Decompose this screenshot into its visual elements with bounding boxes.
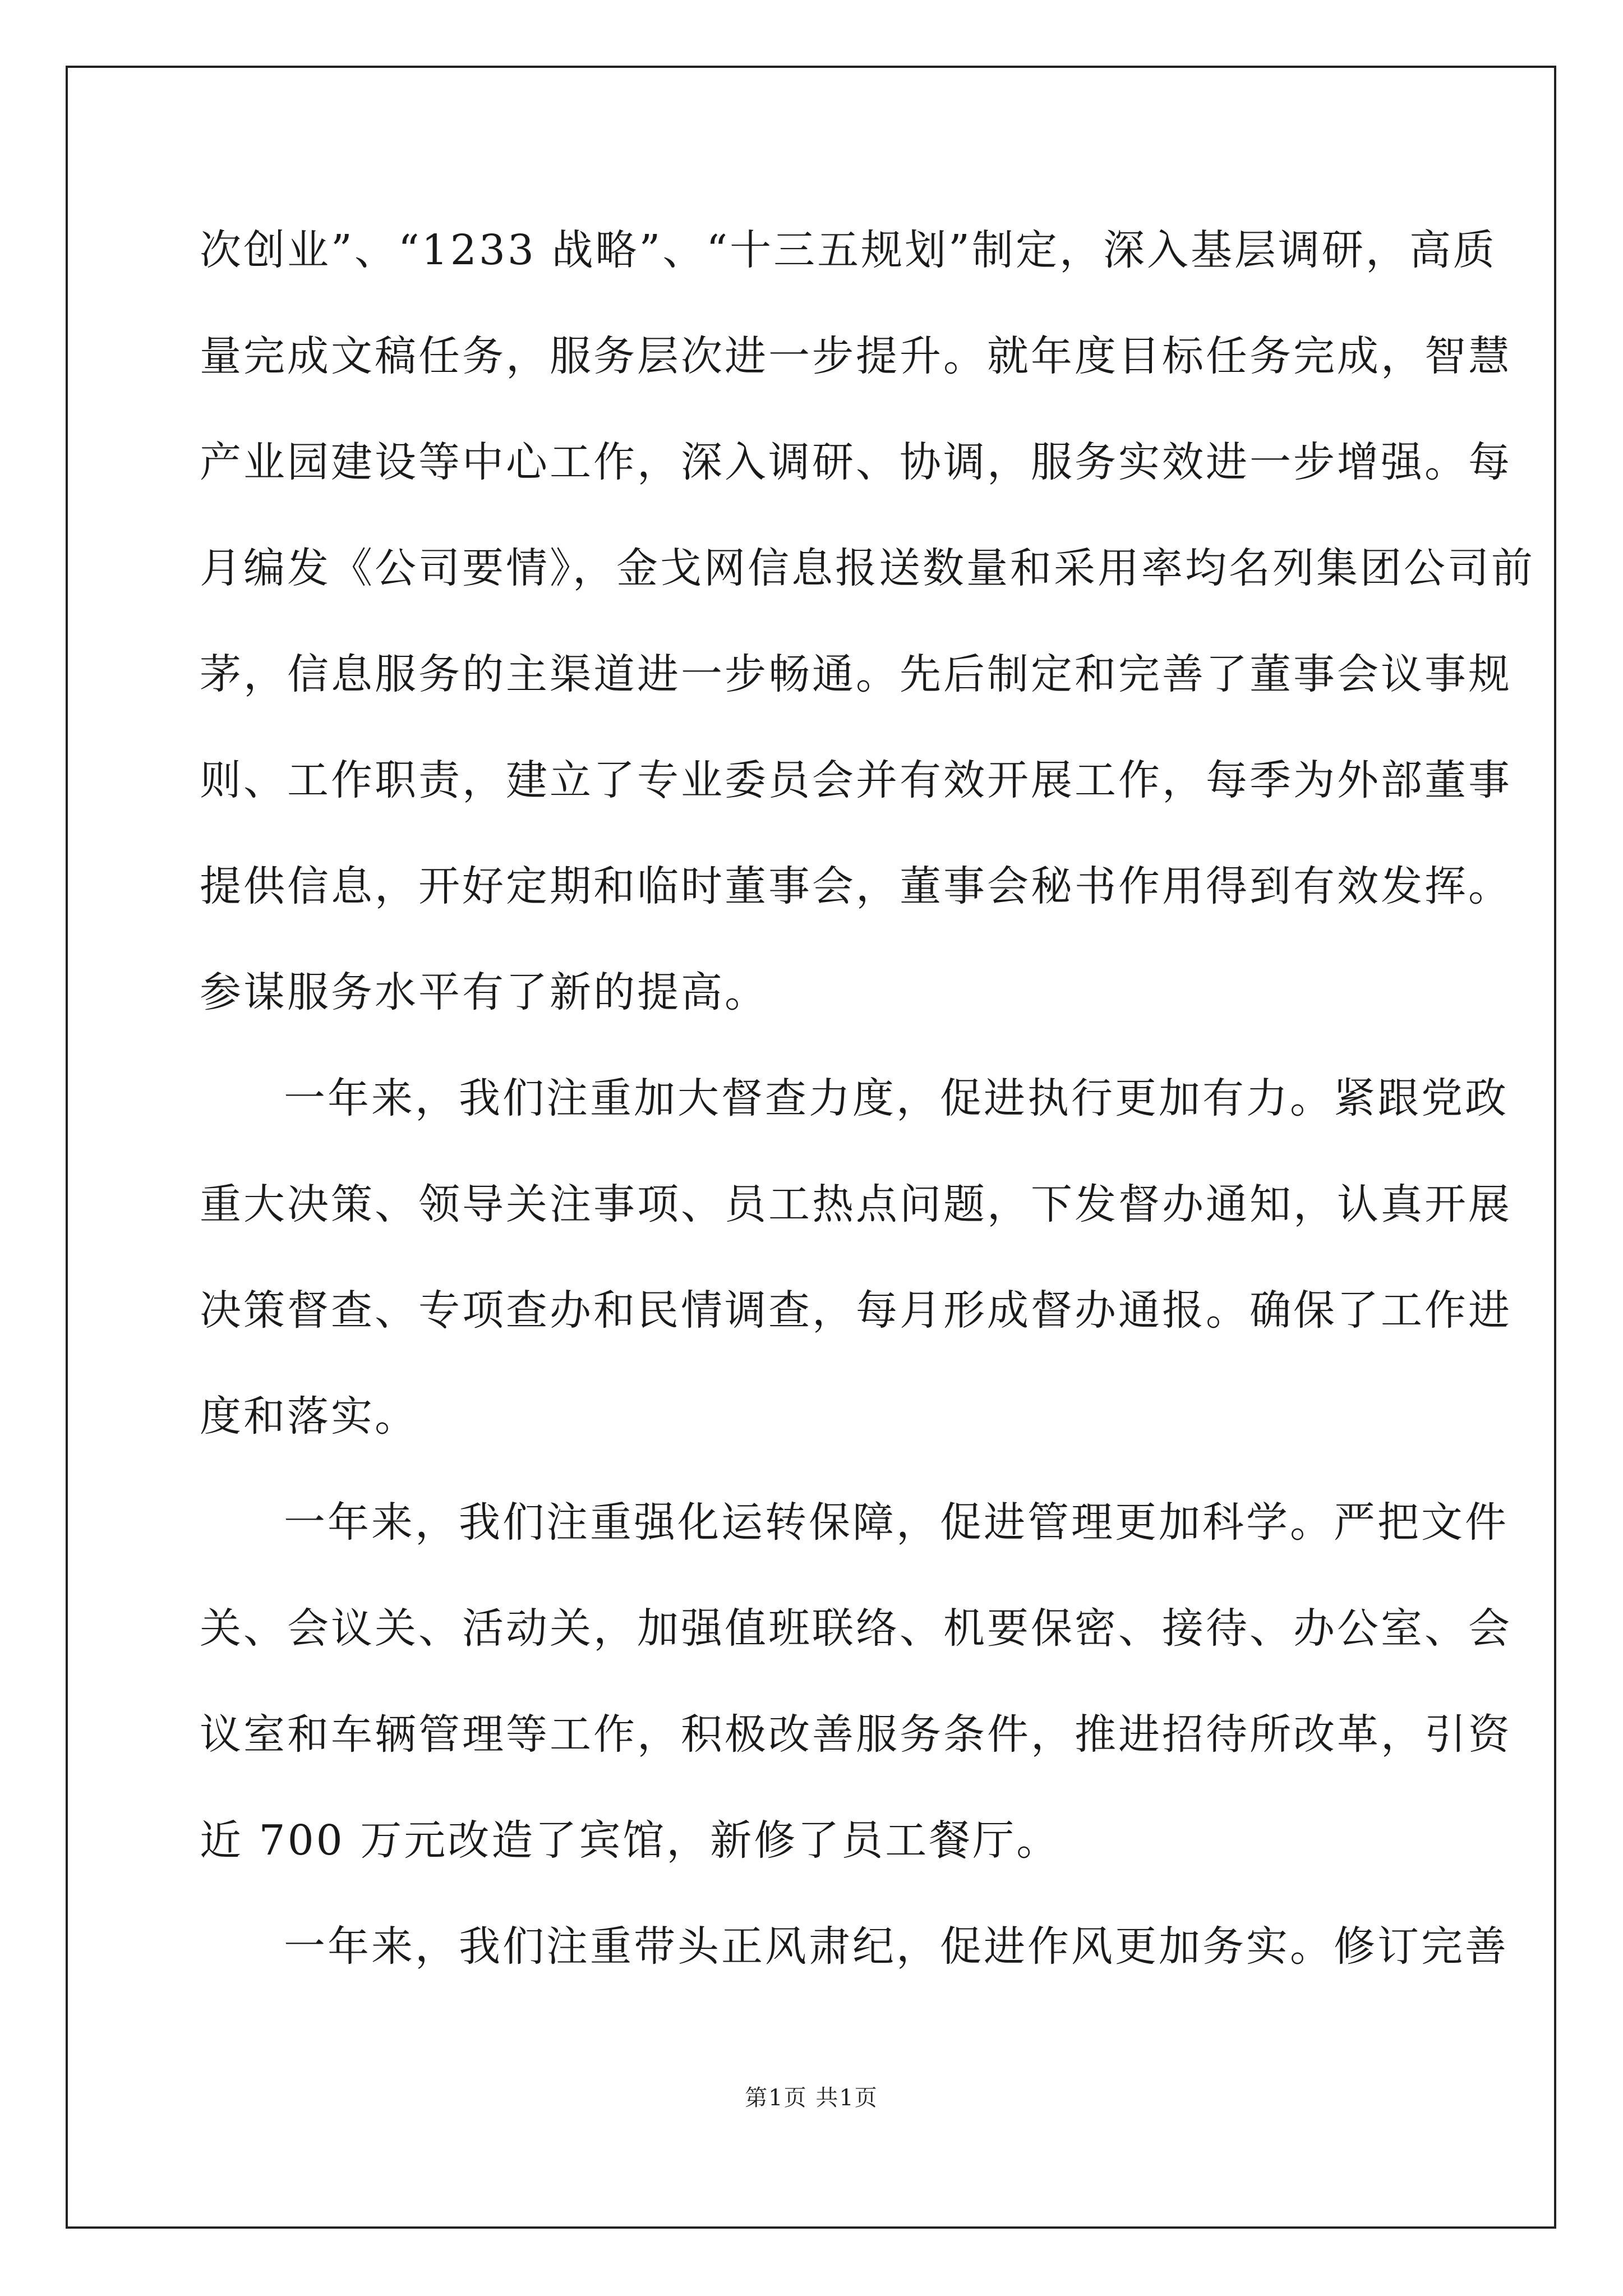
- paragraph-first-line: 一年来，我们注重加大督查力度，促进执行更加有力。紧跟党政: [284, 1074, 1509, 1122]
- text-line: 月编发《公司要情》，金戈网信息报送数量和采用率均名列集团公司前: [200, 544, 1535, 592]
- text-line: 提供信息，开好定期和临时董事会，董事会秘书作用得到有效发挥。: [200, 862, 1512, 910]
- text-line: 产业园建设等中心工作，深入调研、协调，服务实效进一步增强。每: [200, 438, 1512, 486]
- text-line: 决策督查、专项查办和民情调查，每月形成督办通报。确保了工作进: [200, 1286, 1512, 1335]
- document-body: [200, 197, 1535, 2000]
- text-line: 量完成文稿任务，服务层次进一步提升。就年度目标任务完成，智慧: [200, 332, 1512, 380]
- text-line: 茅，信息服务的主渠道进一步畅通。先后制定和完善了董事会议事规: [200, 650, 1512, 698]
- paragraph-first-line: 一年来，我们注重带头正风肃纪，促进作风更加务实。修订完善: [284, 1922, 1509, 1971]
- page-number-footer: 第1页 共1页: [745, 2085, 878, 2111]
- text-line: 关、会议关、活动关，加强值班联络、机要保密、接待、办公室、会: [200, 1604, 1512, 1653]
- text-line: 则、工作职责，建立了专业委员会并有效开展工作，每季为外部董事: [200, 756, 1512, 804]
- text-line: 次创业”、“1233 战略”、“十三五规划”制定，深入基层调研，高质: [200, 226, 1497, 274]
- text-line: 参谋服务水平有了新的提高。: [200, 968, 768, 1016]
- text-line: 重大决策、领导关注事项、员工热点问题，下发督办通知，认真开展: [200, 1180, 1512, 1228]
- text-line: 议室和车辆管理等工作，积极改善服务条件，推进招待所改革，引资: [200, 1710, 1512, 1759]
- paragraph-first-line: 一年来，我们注重强化运转保障，促进管理更加科学。严把文件: [284, 1498, 1509, 1547]
- text-line: 近 700 万元改造了宾馆，新修了员工餐厅。: [200, 1816, 1061, 1865]
- text-line: 度和落实。: [200, 1392, 418, 1441]
